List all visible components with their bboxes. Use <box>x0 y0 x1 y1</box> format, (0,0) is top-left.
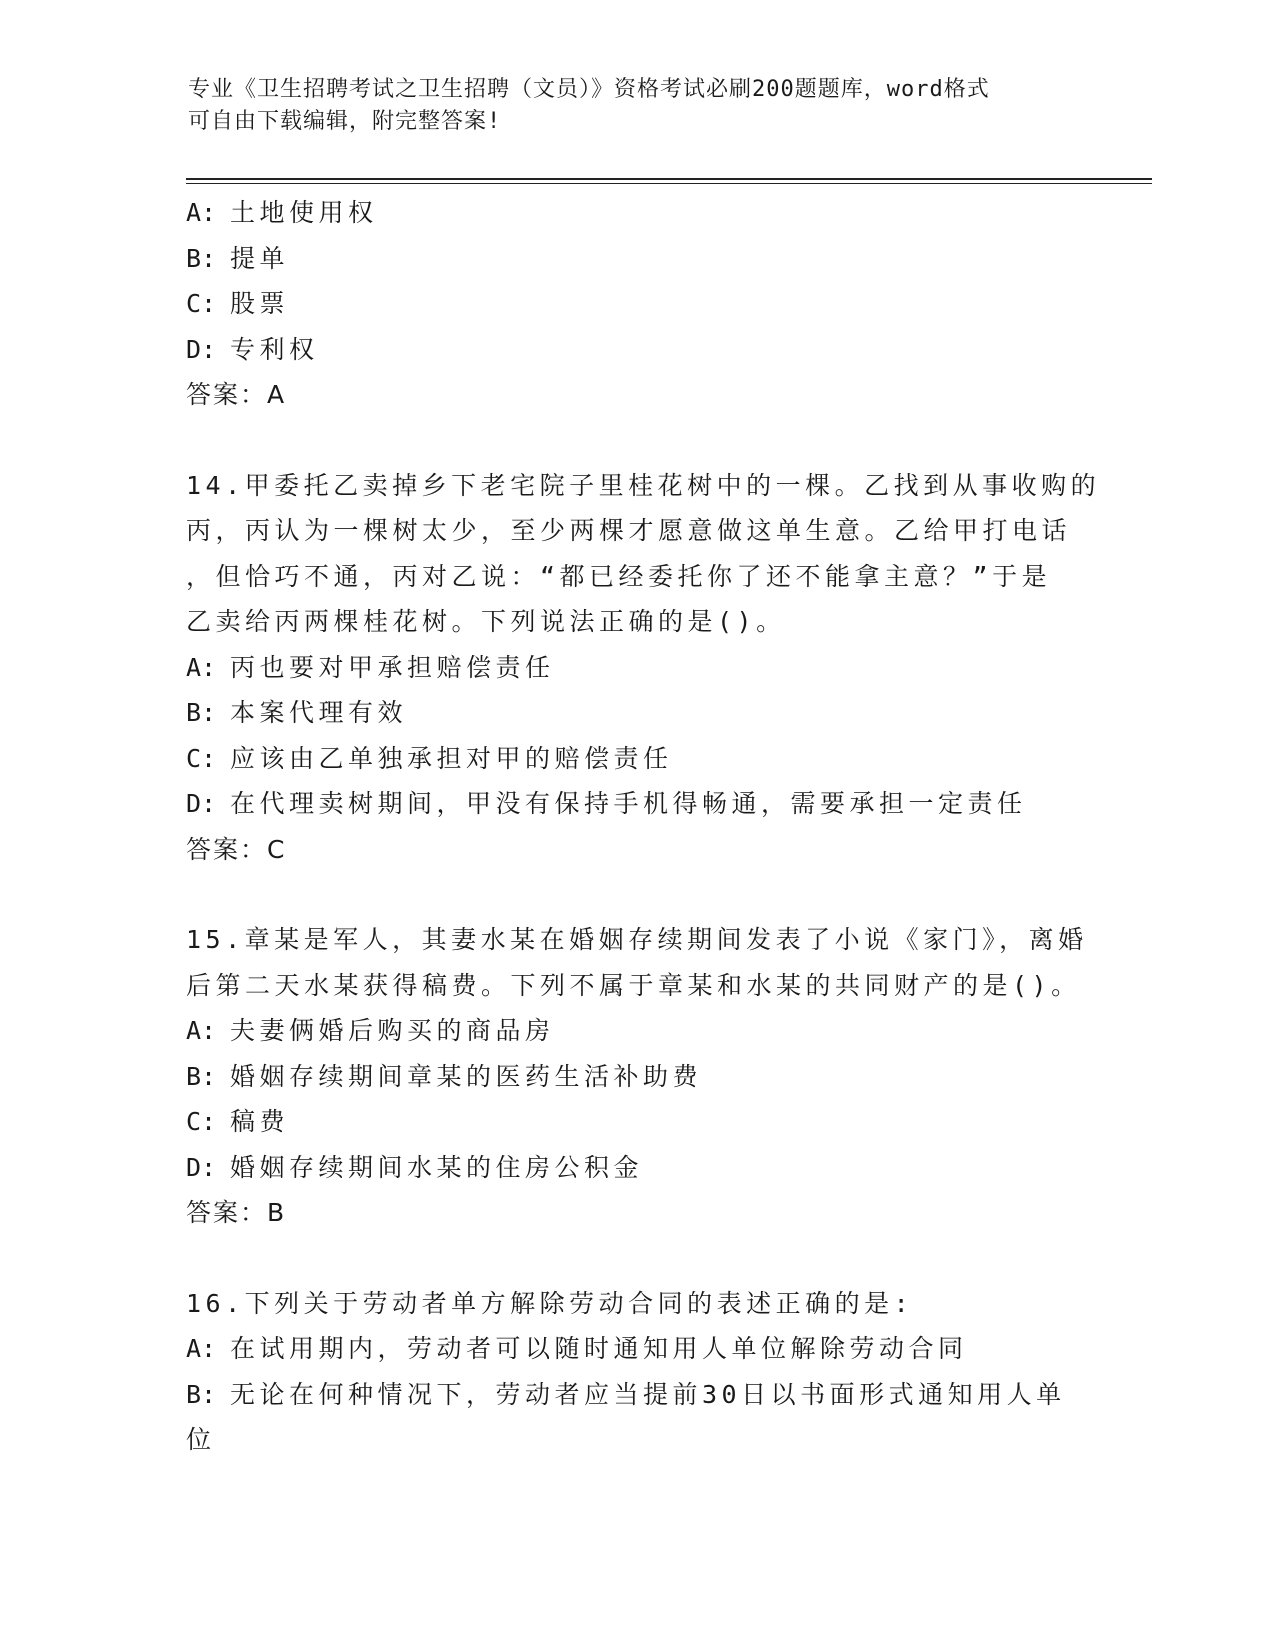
option-text: 在试用期内，劳动者可以随时通知用人单位解除劳动合同 <box>230 1334 968 1363</box>
option-label: B: <box>186 698 217 727</box>
answer-line: 答案：A <box>186 380 287 409</box>
option-label: B: <box>186 1379 217 1409</box>
question-15 <box>186 917 1086 1236</box>
option-label: B: <box>186 1061 217 1091</box>
question-text-line: ，但恰巧不通，丙对乙说：“都已经委托你了还不能拿主意？”于是 <box>186 561 1052 591</box>
option-label: D: <box>186 789 217 818</box>
option-text: 婚姻存续期间章某的医药生活补助费 <box>230 1061 703 1091</box>
answer-line: 答案：C <box>186 834 287 864</box>
header-line-1: 专业《卫生招聘考试之卫生招聘（文员）》资格考试必刷200题题库，word格式 <box>188 77 990 102</box>
header-divider-thin <box>186 183 1152 184</box>
option-a <box>186 645 1086 691</box>
question-text-line: 14.甲委托乙卖掉乡下老宅院子里桂花树中的一棵。乙找到从事收购的 <box>186 470 1101 500</box>
answer-line: 答案：B <box>186 1198 287 1227</box>
question-text-line: 后第二天水某获得稿费。下列不属于章某和水某的共同财产的是()。 <box>186 970 1081 1000</box>
option-text: 丙也要对甲承担赔偿责任 <box>230 652 555 682</box>
question-14 <box>186 463 1101 873</box>
spacer <box>186 872 1086 917</box>
option-text: 应该由乙单独承担对甲的赔偿责任 <box>230 743 673 773</box>
option-label: C: <box>186 743 217 773</box>
option-b <box>186 1372 1086 1418</box>
option-text: 提单 <box>230 243 290 273</box>
option-label: C: <box>186 1107 217 1136</box>
option-label: A: <box>186 1016 217 1045</box>
option-a <box>186 1326 1086 1372</box>
option-label: B: <box>186 243 217 273</box>
header-line-2: 可自由下载编辑，附完整答案! <box>188 109 502 134</box>
option-c <box>186 1099 1086 1145</box>
question-text-line: 16.下列关于劳动者单方解除劳动合同的表述正确的是: <box>186 1288 914 1318</box>
option-b <box>186 1054 1086 1100</box>
question-text-line: 乙卖给丙两棵桂花树。下列说法正确的是()。 <box>186 607 786 636</box>
option-text: 土地使用权 <box>230 198 378 227</box>
option-label: D: <box>186 1152 217 1182</box>
spacer <box>186 418 1086 463</box>
option-a <box>186 1008 1086 1054</box>
option-label: A: <box>186 198 217 227</box>
option-continuation: 位 <box>186 1425 216 1454</box>
option-c <box>186 736 1086 782</box>
option-text: 稿费 <box>230 1107 290 1136</box>
option-label: A: <box>186 652 217 682</box>
option-a <box>186 190 1086 236</box>
option-label: A: <box>186 1334 217 1363</box>
option-text: 在代理卖树期间，甲没有保持手机得畅通，需要承担一定责任 <box>230 789 1027 818</box>
option-b <box>186 236 1086 282</box>
option-text: 夫妻俩婚后购买的商品房 <box>230 1016 555 1045</box>
option-text: 专利权 <box>230 334 319 364</box>
option-text: 本案代理有效 <box>230 698 408 727</box>
question-content <box>186 190 1101 1463</box>
question-text-line: 15.章某是军人，其妻水某在婚姻存续期间发表了小说《家门》，离婚 <box>186 925 1088 954</box>
spacer <box>186 1236 1086 1281</box>
option-d <box>186 1145 1086 1191</box>
option-c <box>186 281 1086 327</box>
option-label: D: <box>186 334 217 364</box>
option-text: 股票 <box>230 289 290 318</box>
question-16 <box>186 1281 1086 1463</box>
question-text-line: 丙，丙认为一棵树太少，至少两棵才愿意做这单生意。乙给甲打电话 <box>186 516 1072 545</box>
option-b <box>186 690 1086 736</box>
header-divider-thick <box>186 178 1152 180</box>
option-label: C: <box>186 289 217 318</box>
option-text: 婚姻存续期间水某的住房公积金 <box>230 1152 644 1182</box>
document-header <box>188 74 1068 138</box>
option-d <box>186 327 1086 373</box>
option-text: 无论在何种情况下，劳动者应当提前30日以书面形式通知用人单 <box>230 1379 1066 1409</box>
question-13 <box>186 190 1086 418</box>
option-d <box>186 781 1086 827</box>
